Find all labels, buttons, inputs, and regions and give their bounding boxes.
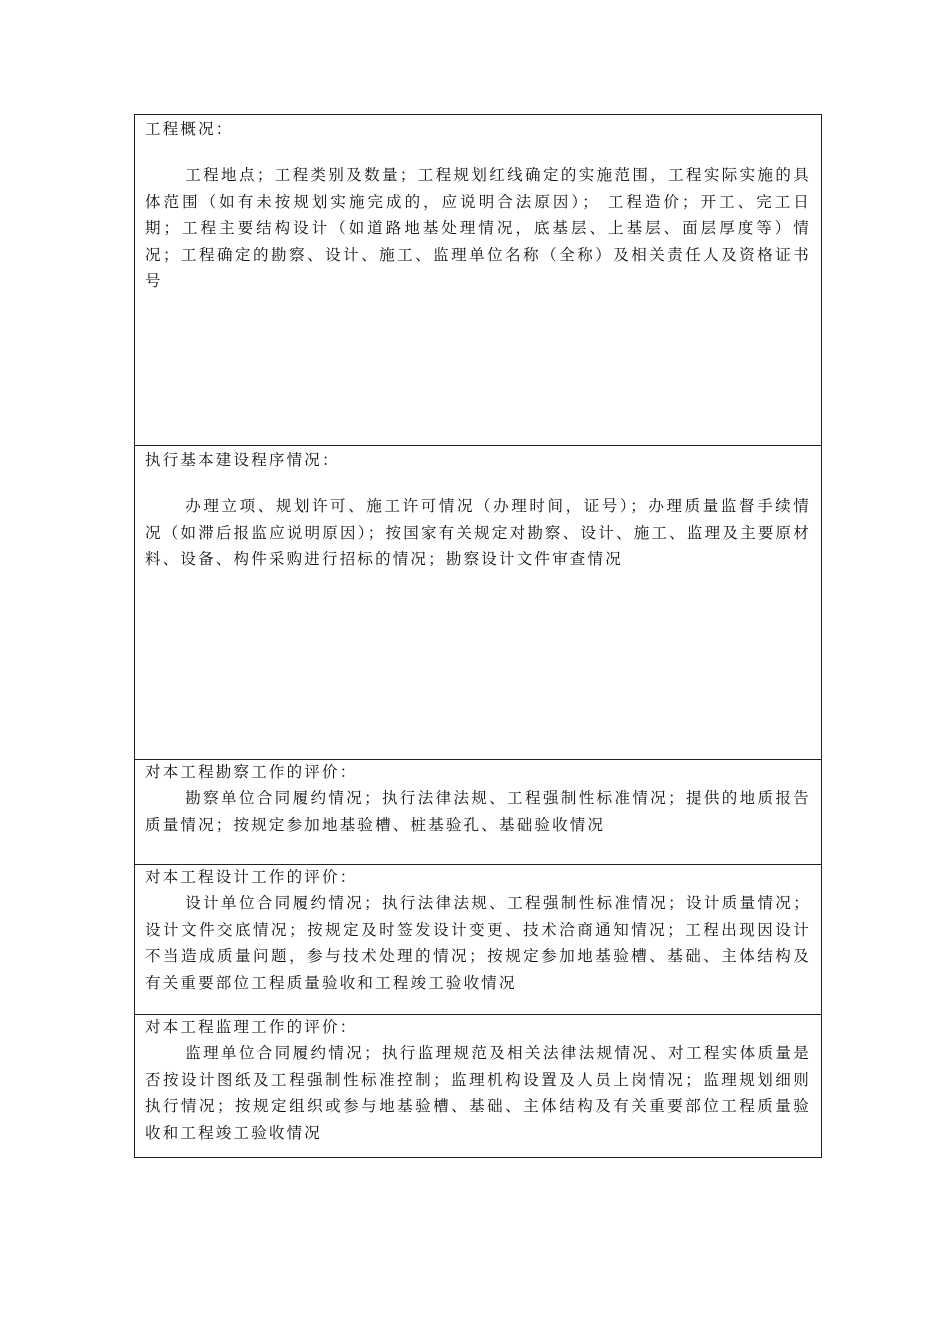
section-body: 勘察单位合同履约情况；执行法律法规、工程强制性标准情况；提供的地质报告质量情况；按规定参加地基验槽、桩基验孔、基础验收情况 (145, 789, 811, 834)
section-body: 工程地点；工程类别及数量；工程规划红线确定的实施范围，工程实际实施的具体范围（如有未按规划实施完成的，应说明合法原因）； 工程造价；开工、完工日期；工程主要结构设计（如道路地基处理情况，底基层、上基层、面层厚度等）情况；工程确定的勘察、设计、施工、监理单位名称（全称）及相关责任人及资格证书号 (145, 166, 811, 290)
section-body: 办理立项、规划许可、施工许可情况（办理时间，证号）；办理质量监督手续情况（如滞后报监应说明原因）；按国家有关规定对勘察、设计、施工、监理及主要原材料、设备、构件采购进行招标的情况；勘察设计文件审查情况 (145, 497, 811, 568)
section-design-evaluation (135, 865, 821, 1015)
section-body: 设计单位合同履约情况；执行法律法规、工程强制性标准情况；设计质量情况；设计文件交底情况；按规定及时签发设计变更、技术洽商通知情况；工程出现因设计不当造成质量问题，参与技术处理的情况；按规定参加地基验槽、基础、主体结构及有关重要部位工程质量验收和工程竣工验收情况 (145, 894, 811, 992)
section-title: 对本工程监理工作的评价： (145, 1018, 358, 1036)
section-title: 对本工程设计工作的评价： (145, 868, 358, 886)
section-supervision-evaluation (135, 1015, 821, 1156)
evaluation-table (134, 114, 822, 1158)
section-title: 对本工程勘察工作的评价： (145, 763, 358, 781)
section-project-overview (135, 115, 821, 446)
section-title: 工程概况： (145, 120, 234, 138)
section-survey-evaluation (135, 760, 821, 865)
section-title: 执行基本建设程序情况： (145, 451, 340, 469)
section-construction-procedure (135, 446, 821, 760)
section-body: 监理单位合同履约情况；执行监理规范及相关法律法规情况、对工程实体质量是否按设计图纸及工程强制性标准控制；监理机构设置及人员上岗情况；监理规划细则执行情况；按规定组织或参与地基验槽、基础、主体结构及有关重要部位工程质量验收和工程竣工验收情况 (145, 1044, 811, 1142)
